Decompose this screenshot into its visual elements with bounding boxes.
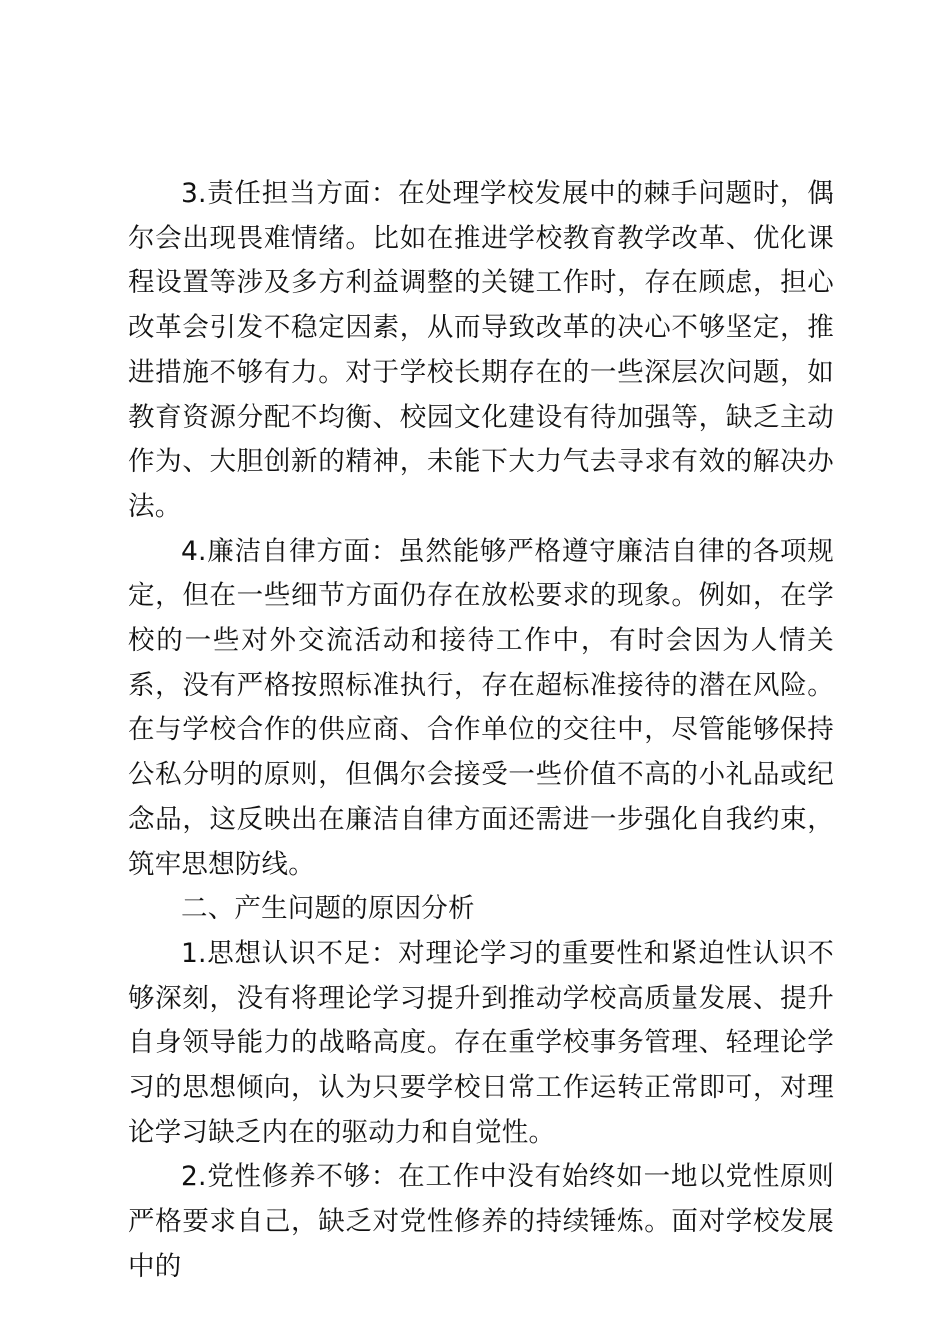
paragraph-responsibility: 3.责任担当方面：在处理学校发展中的棘手问题时，偶尔会出现畏难情绪。比如在推进学校教育教学改革、优化课程设置等涉及多方利益调整的关键工作时，存在顾虑，担心改革会引发不稳定因素，从而导致改革的决心不够坚定，推进措施不够有力。对于学校长期存在的一些深层次问题，如教育资源分配不均衡、校园文化建设有待加强等，缺乏主动作为、大胆创新的精神，未能下大力气去寻求有效的解决办法。 <box>128 178 834 522</box>
paragraph-ideological-awareness: 1.思想认识不足：对理论学习的重要性和紧迫性认识不够深刻，没有将理论学习提升到推动学校高质量发展、提升自身领导能力的战略高度。存在重学校事务管理、轻理论学习的思想倾向，认为只要学校日常工作运转正常即可，对理论学习缺乏内在的驱动力和自觉性。 <box>128 937 834 1148</box>
paragraph-integrity: 4.廉洁自律方面：虽然能够严格遵守廉洁自律的各项规定，但在一些细节方面仍存在放松要求的现象。例如，在学校的一些对外交流活动和接待工作中，有时会因为人情关系，没有严格按照标准执行，存在超标准接待的潜在风险。在与学校合作的供应商、合作单位的交往中，尽管能够保持公私分明的原则，但偶尔会接受一些价值不高的小礼品或纪念品，这反映出在廉洁自律方面还需进一步强化自我约束，筑牢思想防线。 <box>128 535 834 880</box>
section-heading: 二、产生问题的原因分析 <box>181 893 475 925</box>
document-body <box>128 172 834 1290</box>
paragraph-party-spirit: 2.党性修养不够：在工作中没有始终如一地以党性原则严格要求自己，缺乏对党性修养的持续锤炼。面对学校发展中的 <box>128 1161 834 1282</box>
